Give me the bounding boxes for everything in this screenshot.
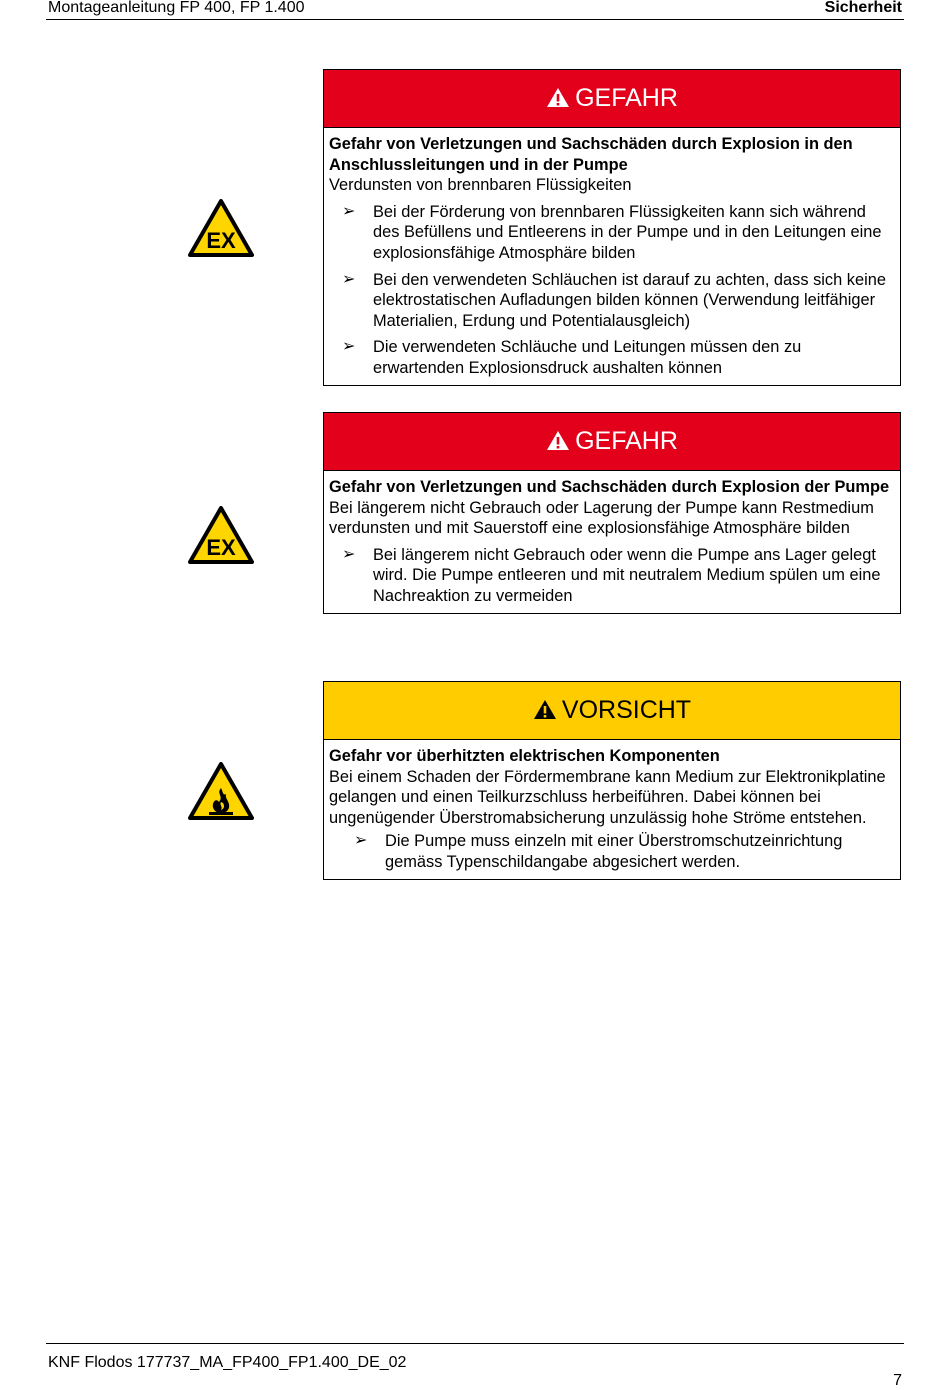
explosion-ex-warning-sign-icon (188, 199, 254, 257)
explosion-ex-warning-sign-icon (188, 506, 254, 564)
flammable-warning-sign-icon (188, 762, 254, 820)
svg-text:EX: EX (206, 228, 236, 253)
arrow-bullet-icon: ➢ (342, 202, 356, 220)
measure-text: Bei den verwendeten Schläuchen ist darauf zu achten, dass sich keine elektrostatischen Aufladungen bilden können (Verwendung leitfähiger Materialien, Erdung und Potentialausgleich) (373, 270, 886, 330)
page-number: 7 (893, 1372, 902, 1389)
hazard-title: Gefahr von Verletzungen und Sachschäden durch Explosion in den Anschlussleitungen und in der Pumpe (329, 135, 853, 174)
hazard-cause: Bei längerem nicht Gebrauch oder Lagerung der Pumpe kann Restmedium verdunsten und mit Sauerstoff eine explosionsfähige Atmosphäre bilden (329, 498, 874, 538)
danger-level-label: GEFAHR (575, 84, 678, 112)
measure-text: Die Pumpe muss einzeln mit einer Überstromschutzeinrichtung gemäss Typenschildangabe abgesichert werden. (385, 832, 843, 871)
list-item (329, 202, 895, 264)
measures-list (329, 202, 895, 379)
document-title: Montageanleitung FP 400, FP 1.400 (48, 0, 305, 16)
list-item (329, 545, 895, 607)
hazard-title: Gefahr vor überhitzten elektrischen Komponenten (329, 747, 720, 765)
measure-text: Bei längerem nicht Gebrauch oder wenn die Pumpe ans Lager gelegt wird. Die Pumpe entleeren und mit neutralem Medium spülen um eine Nachreaktion zu vermeiden (373, 545, 881, 605)
caution-box-overheated-components (323, 681, 901, 880)
measure-text: Bei der Förderung von brennbaren Flüssigkeiten kann sich während des Befüllens und Entleerens in der Pumpe und in den Leitungen eine explosionsfähige Atmosphäre bilden (373, 202, 882, 262)
arrow-bullet-icon: ➢ (342, 545, 356, 563)
danger-level-label: GEFAHR (575, 427, 678, 455)
arrow-bullet-icon: ➢ (342, 270, 356, 288)
warning-triangle-icon (533, 699, 557, 720)
page-footer (46, 1343, 904, 1389)
svg-text:EX: EX (206, 535, 236, 560)
page-header (46, 0, 904, 20)
measure-text: Die verwendeten Schläuche und Leitungen müssen den zu erwartenden Explosionsdruck aushalten können (373, 338, 802, 377)
hazard-title: Gefahr von Verletzungen und Sachschäden durch Explosion der Pumpe (329, 478, 890, 496)
arrow-bullet-icon: ➢ (342, 338, 356, 356)
list-item (329, 270, 895, 332)
list-item (329, 337, 895, 378)
list-item (329, 831, 895, 872)
section-title: Sicherheit (824, 0, 902, 16)
arrow-bullet-icon: ➢ (354, 832, 368, 850)
caution-header (324, 682, 900, 740)
danger-box-explosion-lines (323, 69, 901, 386)
measures-list (329, 545, 895, 607)
caution-level-label: VORSICHT (561, 696, 692, 724)
danger-header (324, 413, 900, 471)
warning-triangle-icon (546, 430, 570, 451)
warning-triangle-icon (546, 87, 570, 108)
hazard-cause: Verdunsten von brennbaren Flüssigkeiten (329, 176, 632, 195)
measures-list (329, 831, 895, 872)
danger-box-explosion-pump (323, 412, 901, 614)
hazard-cause: Bei einem Schaden der Fördermembrane kann Medium zur Elektronikplatine gelangen und einen Teilkurzschluss herbeiführen. Dabei können bei ungenügender Überstromabsicherung unzulässig hohe Ströme entstehen. (329, 767, 886, 827)
danger-header (324, 70, 900, 128)
document-id: KNF Flodos 177737_MA_FP400_FP1.400_DE_02 (48, 1354, 407, 1371)
